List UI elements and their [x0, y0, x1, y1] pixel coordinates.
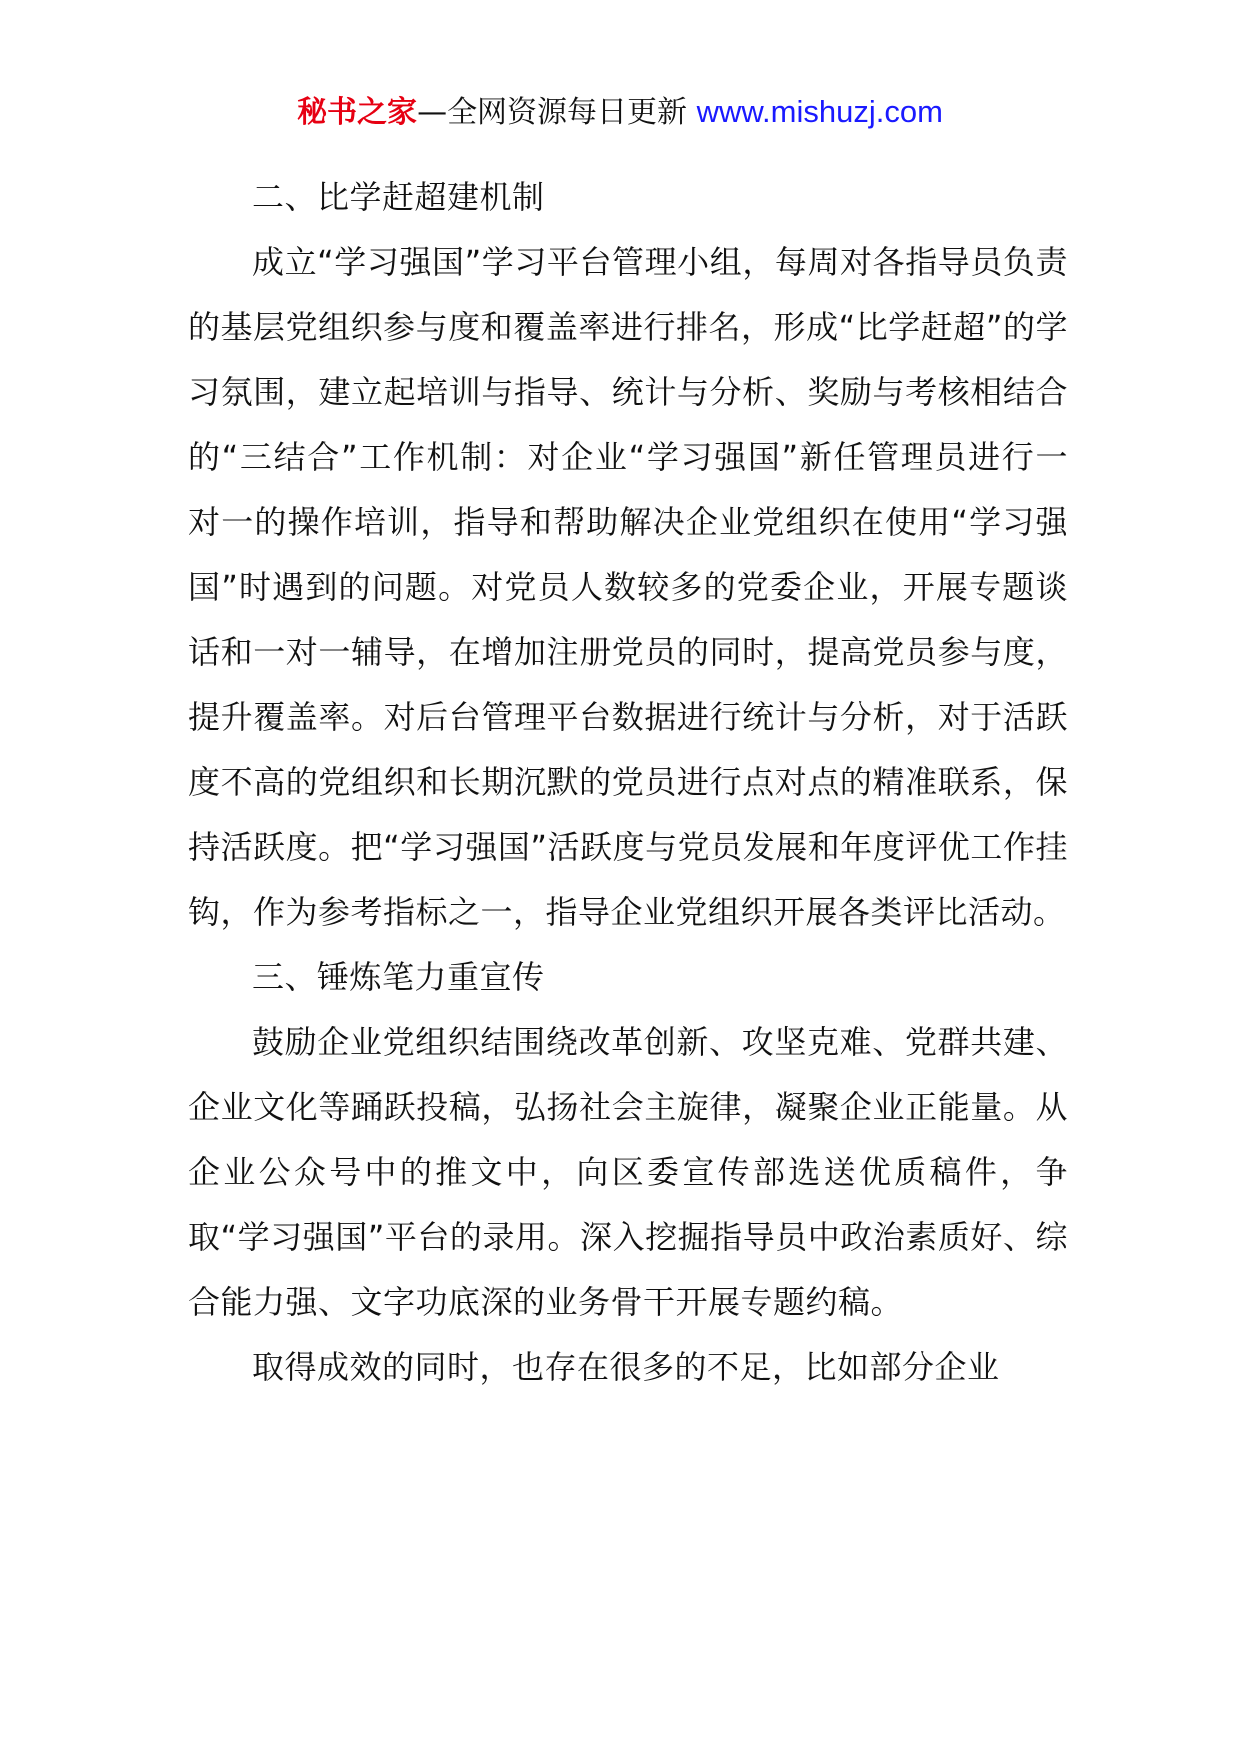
paragraph-publicity: 鼓励企业党组织结围绕改革创新、攻坚克难、党群共建、企业文化等踊跃投稿，弘扬社会主旋律，凝聚企业正能量。从企业公众号中的推文中，向区委宣传部选送优质稿件，争取“学习强国”平台的录用。深入挖掘指导员中政治素质好、综合能力强、文字功底深的业务骨干开展专题约稿。 [188, 1023, 1068, 1321]
paragraph-shortcomings: 取得成效的同时，也存在很多的不足，比如部分企业 [252, 1348, 1000, 1386]
paragraph-mechanism: 成立“学习强国”学习平台管理小组，每周对各指导员负责的基层党组织参与度和覆盖率进行排名，形成“比学赶超”的学习氛围，建立起培训与指导、统计与分析、奖励与考核相结合的“三结合”工作机制：对企业“学习强国”新任管理员进行一对一的操作培训，指导和帮助解决企业党组织在使用“学习强国”时遇到的问题。对党员人数较多的党委企业，开展专题谈话和一对一辅导，在增加注册党员的同时，提高党员参与度，提升覆盖率。对后台管理平台数据进行统计与分析，对于活跃度不高的党组织和长期沉默的党员进行点对点的精准联系，保持活跃度。把“学习强国”活跃度与党员发展和年度评优工作挂钩，作为参考指标之一，指导企业党组织开展各类评比活动。 [188, 243, 1068, 931]
site-header [0, 90, 1240, 135]
brand-name: 秘书之家 [297, 95, 418, 130]
section-heading-3: 三、锤炼笔力重宣传 [252, 958, 545, 996]
document-body [188, 165, 1068, 1400]
section-heading-2: 二、比学赶超建机制 [252, 178, 545, 216]
header-tagline: —全网资源每日更新 [417, 95, 697, 130]
site-url-link[interactable]: www.mishuzj.com [696, 94, 943, 129]
